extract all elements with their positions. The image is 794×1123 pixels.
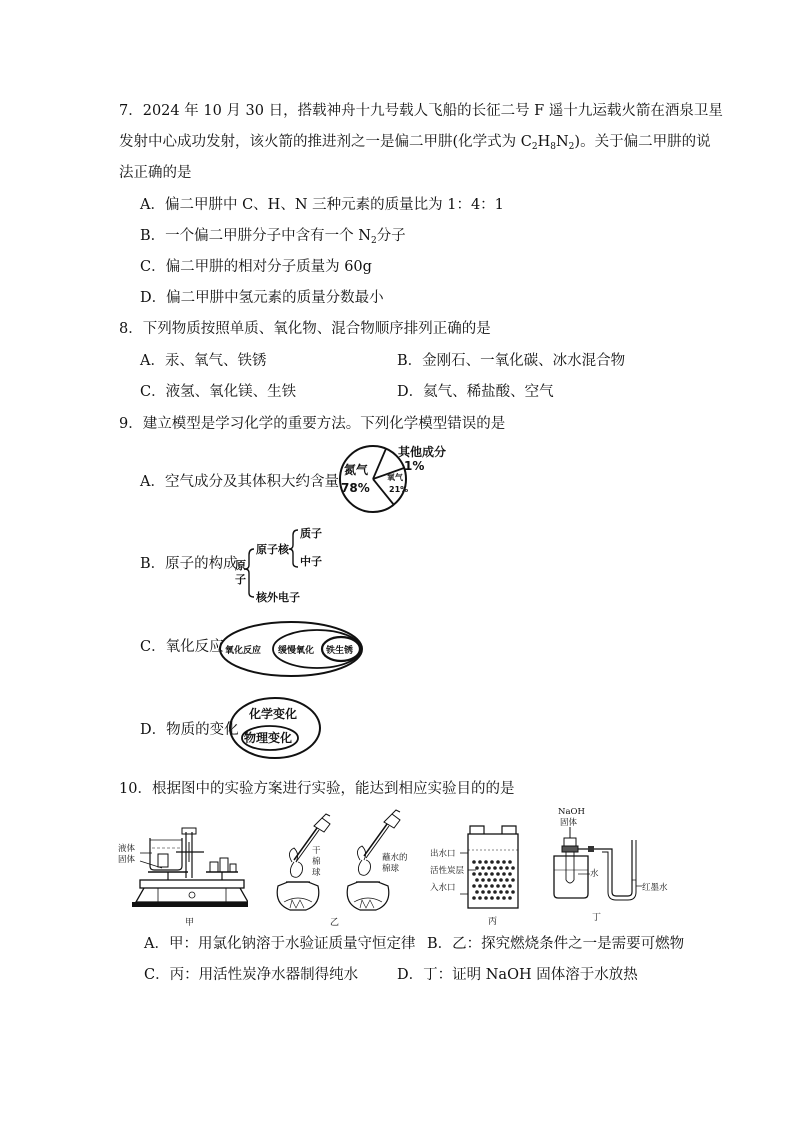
yi-dry-label: 干 <box>312 846 321 856</box>
jia-liquid-label: 液体 <box>118 844 136 854</box>
pie-other-pct: 1% <box>404 459 425 473</box>
pie-oxygen-pct: 21% <box>389 485 409 494</box>
q7-option-b-sub: 2 <box>370 236 377 246</box>
q8-option-b: B．金刚石、一氧化碳、冰水混合物 <box>397 353 626 369</box>
experiment-bing-water-purifier <box>426 820 546 930</box>
q9-option-b: B．原子的构成 <box>140 556 238 572</box>
q7-sub-h: 8 <box>550 142 556 152</box>
venn-oxidation-label: 氧化反应 <box>225 646 262 656</box>
q9-option-a: A．空气成分及其体积大约含量 <box>140 474 339 490</box>
pie-other-label: 其他成分 <box>398 445 447 459</box>
q10-option-b: B．乙：探究燃烧条件之一是需要可燃物 <box>427 936 685 952</box>
q7-stem-line2-b: H <box>537 134 551 150</box>
q9-option-d: D．物质的变化 <box>140 722 239 738</box>
q7-option-c: C．偏二甲肼的相对分子质量为 60g <box>140 259 372 275</box>
ding-caption: 丁 <box>592 913 602 923</box>
electron-label: 核外电子 <box>256 591 300 604</box>
q7-sub-n: 2 <box>568 142 575 152</box>
q7-option-a: A．偏二甲肼中 C、H、N 三种元素的质量比为 1：4：1 <box>140 197 504 213</box>
yi-ball-label: 球 <box>312 868 321 878</box>
bing-inlet-label: 入水口 <box>430 883 456 893</box>
venn-slow-oxidation-label: 缓慢氧化 <box>278 646 315 656</box>
jia-solid-label: 固体 <box>118 855 136 865</box>
q10-stem: 10．根据图中的实验方案进行实验，能达到相应实验目的的是 <box>119 781 515 797</box>
experiment-jia-balance <box>118 818 248 930</box>
yi-wet-label-2: 棉球 <box>382 864 400 874</box>
q8-stem: 8．下列物质按照单质、氧化物、混合物顺序排列正确的是 <box>119 321 491 337</box>
q7-stem-line1: 7．2024 年 10 月 30 日，搭载神舟十九号载人飞船的长征二号 F 遥十九运载火箭在酒泉卫星 <box>119 103 723 119</box>
q7-option-b <box>140 226 406 246</box>
q7-stem-line2 <box>119 132 711 152</box>
atom-label-char2: 子 <box>235 573 246 586</box>
matter-change-diagram <box>228 696 324 760</box>
bing-carbon-label: 活性炭层 <box>430 866 465 876</box>
ding-solid-label: 固体 <box>560 818 578 828</box>
yi-caption: 乙 <box>330 918 340 928</box>
q7-option-b-b: 分子 <box>376 228 406 244</box>
proton-label: 质子 <box>300 527 322 540</box>
oxidation-venn-diagram <box>218 619 364 679</box>
pie-nitrogen-label: 氮气 <box>344 463 369 477</box>
pie-oxygen-label: 氧气 <box>387 473 403 482</box>
yi-cotton-label: 棉 <box>312 857 321 867</box>
jia-caption: 甲 <box>185 918 195 928</box>
change-physical-label: 物理变化 <box>244 731 293 745</box>
q10-option-d: D．丁：证明 NaOH 固体溶于水放热 <box>397 967 638 983</box>
experiment-ding-naoh-heat <box>546 804 682 928</box>
atom-label-char1: 原 <box>235 559 246 572</box>
yi-wet-label-1: 蘸水的 <box>382 853 408 863</box>
venn-rusting-label: 铁生锈 <box>326 646 354 656</box>
q10-option-c: C．丙：用活性炭净水器制得纯水 <box>144 967 359 983</box>
q8-option-c: C．液氢、氧化镁、生铁 <box>140 384 297 400</box>
neutron-label: 中子 <box>300 555 322 568</box>
bing-outlet-label: 出水口 <box>430 849 456 859</box>
q7-sub-c: 2 <box>531 142 538 152</box>
q9-option-c: C．氧化反应 <box>140 639 224 655</box>
air-composition-pie-figure <box>334 442 464 516</box>
q7-option-b-a: B．一个偏二甲肼分子中含有一个 N <box>140 228 371 244</box>
change-chemical-label: 化学变化 <box>249 707 298 721</box>
q7-stem-line2-d: )。关于偏二甲肼的说 <box>574 134 711 150</box>
experiment-yi-cotton-balls <box>264 808 419 930</box>
pie-nitrogen-pct: 78% <box>341 481 370 495</box>
q7-option-d: D．偏二甲肼中氢元素的质量分数最小 <box>140 290 384 306</box>
ding-ink-label: 红墨水 <box>642 883 668 893</box>
q10-option-a: A．甲：用氯化钠溶于水验证质量守恒定律 <box>144 936 416 952</box>
q7-stem-line2-a: 发射中心成功发射，该火箭的推进剂之一是偏二甲肼(化学式为 C <box>119 134 532 150</box>
ding-water-label: 水 <box>590 869 599 879</box>
ding-naoh-label: NaOH <box>558 807 585 817</box>
bing-caption: 丙 <box>488 917 498 927</box>
q9-stem: 9．建立模型是学习化学的重要方法。下列化学模型错误的是 <box>119 416 506 432</box>
atom-structure-diagram <box>232 521 342 607</box>
nucleus-label: 原子核 <box>256 543 289 556</box>
q7-stem-line2-c: N <box>555 134 569 150</box>
q8-option-d: D．氦气、稀盐酸、空气 <box>397 384 554 400</box>
q7-stem-line3: 法正确的是 <box>119 165 192 181</box>
q8-option-a: A．汞、氧气、铁锈 <box>140 353 267 369</box>
